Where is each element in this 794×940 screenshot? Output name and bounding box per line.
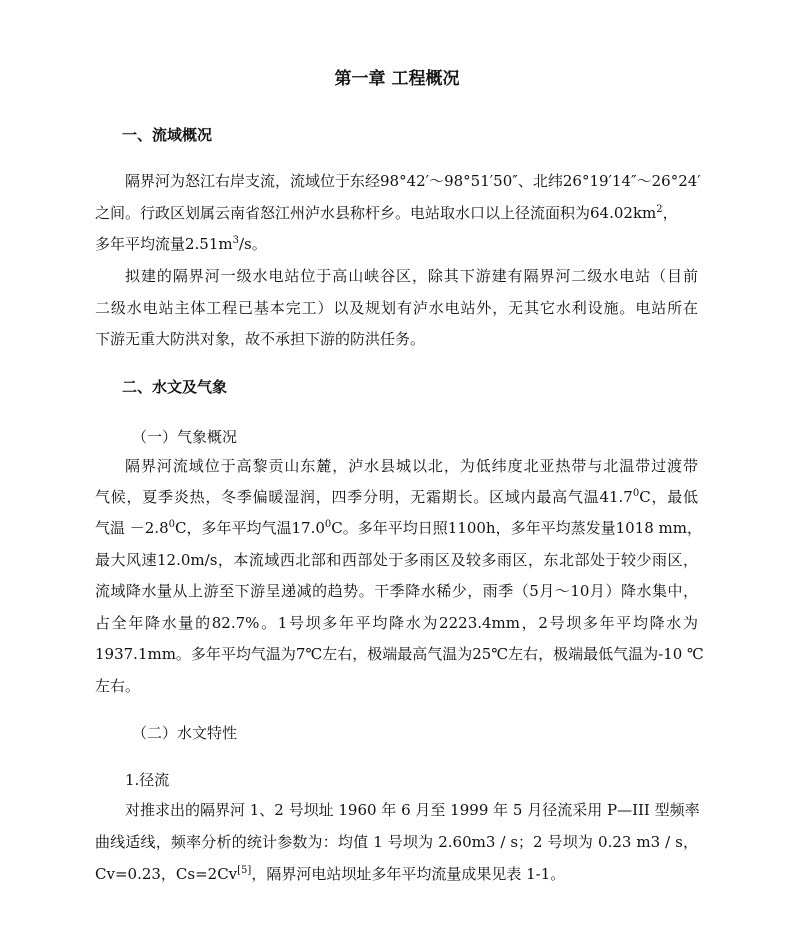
section-heading-hydrology: 二、水文及气象	[122, 378, 228, 396]
subsection-heading-climate: （一）气象概况	[132, 428, 238, 446]
paragraph-line: 气温 $-2.8^0C$，多年平均气温17.0$^0$C。多年平均日照1100h，多年平均蒸发量1018 mm，	[95, 519, 702, 537]
chapter-title: 第一章 工程概况	[334, 69, 460, 89]
section-heading-watershed: 一、流域概况	[122, 126, 213, 144]
paragraph-line: 多年平均流量$2.51m^3/s$。	[95, 235, 267, 253]
paragraph-line: 占全年降水量的82.7%。1号坝多年平均降水为2223.4mm，2号坝多年平均降水为	[95, 614, 698, 632]
paragraph-line: 最大风速12.0m/s，本流域西北部和西部处于多雨区及较多雨区，东北部处于较少雨区，	[95, 551, 698, 569]
paragraph-line: 下游无重大防洪对象，故不承担下游的防洪任务。	[95, 330, 426, 348]
subsection-heading-hydrology: （二）水文特性	[132, 724, 238, 742]
paragraph-line: 对推求出的隔界河 1、2 号坝址 1960 年 6 月至 1999 年 5 月径流采用 P—III 型频率	[125, 801, 700, 819]
paragraph-line: 曲线适线，频率分析的统计参数为：均值 1 号坝为 2.60m3 / s；2 号坝为 0.23 m3 / s，	[95, 833, 698, 851]
paragraph-line: 流域降水量从上游至下游呈递减的趋势。干季降水稀少，雨季（5月～10月）降水集中，	[95, 582, 698, 600]
paragraph-line: 气候，夏季炎热，冬季偏暖湿润，四季分明，无霜期长。区域内最高气温41.7$^0$C，最低	[95, 488, 699, 506]
paragraph-line: 拟建的隔界河一级水电站位于高山峡谷区，除其下游建有隔界河二级水电站（目前	[125, 267, 698, 285]
paragraph-line: 左右。	[95, 677, 141, 695]
paragraph-line: 隔界河流域位于高黎贡山东麓，泸水县城以北，为低纬度北亚热带与北温带过渡带	[125, 457, 698, 475]
paragraph-line: 之间。行政区划属云南省怒江州泸水县称杆乡。电站取水口以上径流面积为$64.02km^2$，	[95, 204, 678, 222]
paragraph-line: 1937.1mm。多年平均气温为7℃左右，极端最高气温为25℃左右，极端最低气温为-10 ℃	[95, 645, 704, 663]
paragraph-line: 隔界河为怒江右岸支流，流域位于东经98°42′～98°51′50″、北纬26°19′14″～26°24′	[125, 172, 701, 190]
paragraph-line: 二级水电站主体工程已基本完工）以及规划有泸水电站外，无其它水利设施。电站所在	[95, 299, 698, 317]
subsection-heading-runoff: 1.径流	[125, 771, 170, 789]
paragraph-line: Cv=0.23，Cs=2Cv[5]，隔界河电站坝址多年平均流量成果见表 1-1。	[95, 865, 566, 883]
